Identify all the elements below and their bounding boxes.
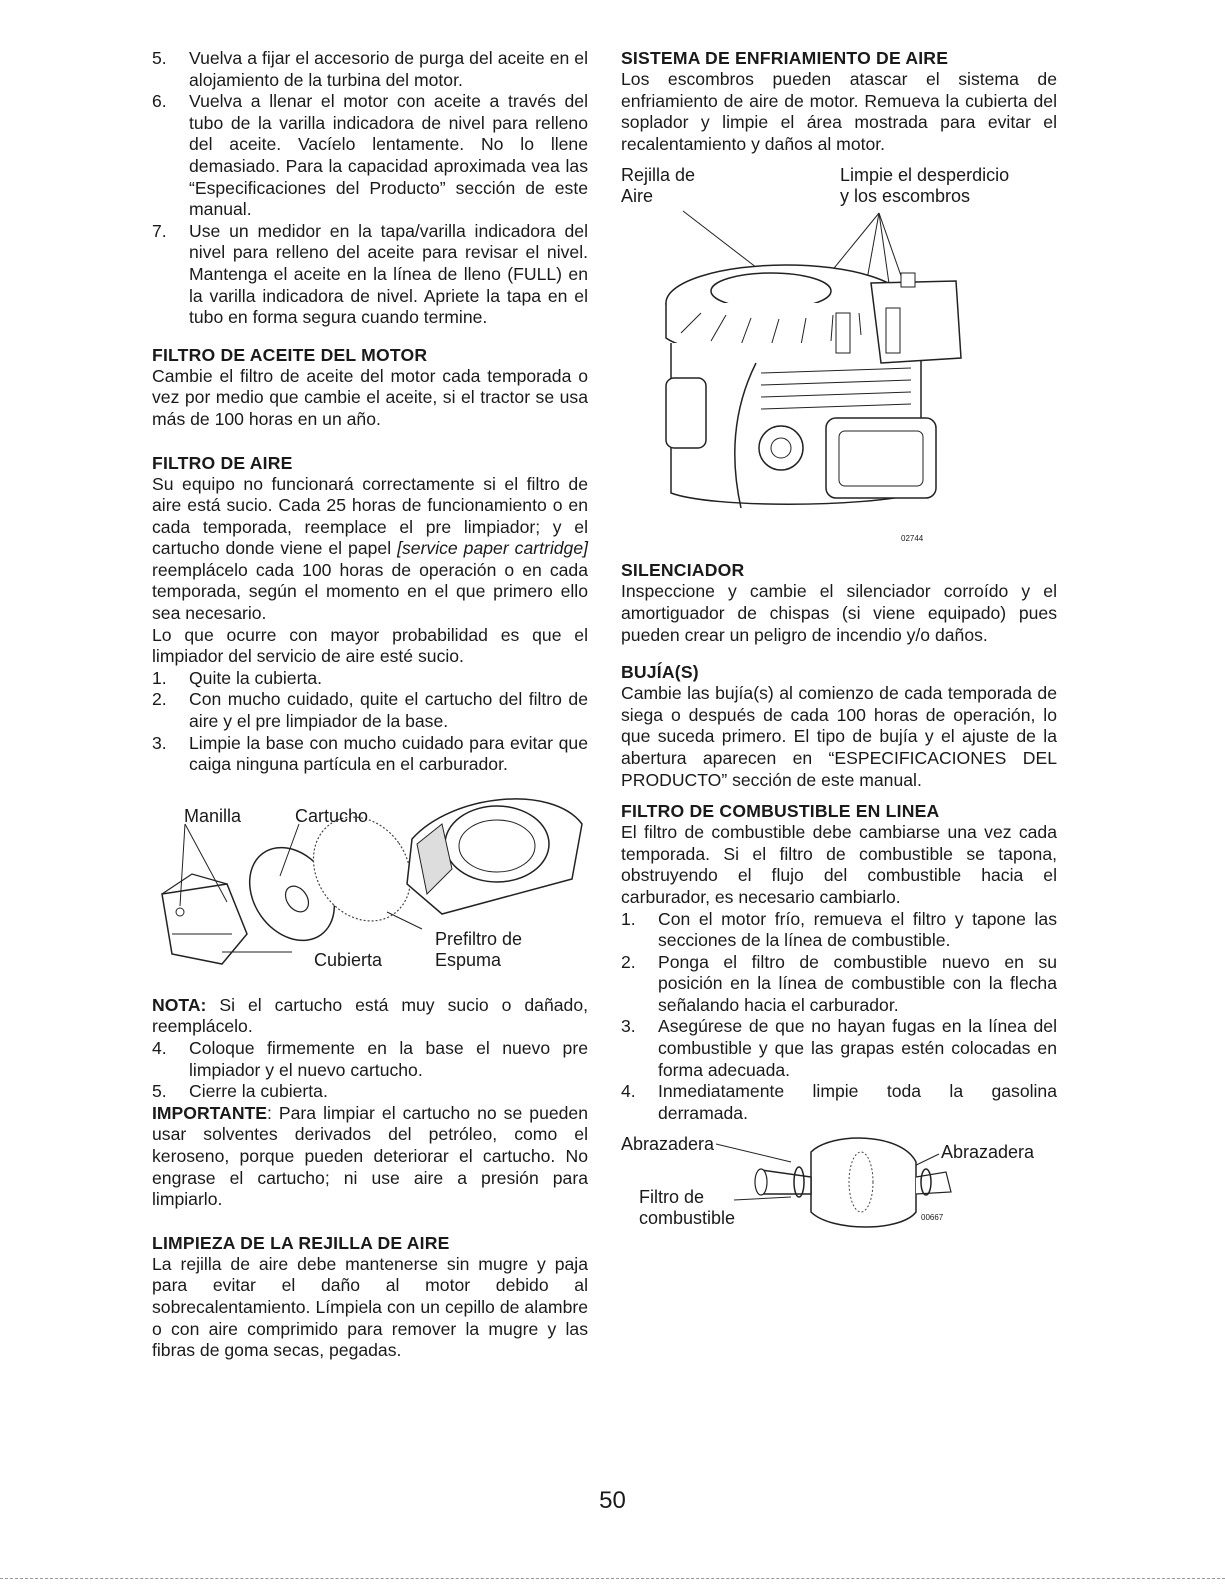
- label-prefiltro: Prefiltro de: [435, 928, 523, 949]
- list-item: 3. Asegúrese de que no hayan fugas en la línea del combustible y que las grapas estén colocadas en forma adecuada.: [621, 1016, 1057, 1080]
- label-limpie: Limpie el desperdicio: [840, 165, 1010, 186]
- label-filtro: Filtro de: [639, 1187, 705, 1208]
- label-abrazadera-right: Abrazadera: [941, 1142, 1035, 1163]
- air-filter-body: Su equipo no funcionará correctamente si el filtro de aire está sucio. Cada 25 horas de funcionamiento o en cada temporada, reemplace el pre limpiador; y el cartucho donde viene el papel [service paper cartridge] reemplácelo cada 100 horas de operación o en cada temporada, según el momento en el que primero ello sea necesario.: [152, 473, 588, 624]
- spark-heading: BUJÍA(S): [621, 662, 699, 683]
- air-filter-steps: [152, 668, 588, 776]
- label-combustible: combustible: [639, 1208, 736, 1229]
- air-filter-heading: FILTRO DE AIRE: [152, 452, 293, 473]
- list-item: 4. Inmediatamente limpie toda la gasolina derramada.: [621, 1081, 1057, 1123]
- list-item: 3. Limpie la base con mucho cuidado para evitar que caiga ninguna partícula en el carburador.: [152, 732, 588, 775]
- fuel-filter-figure: [621, 1132, 1057, 1237]
- list-item: 2. Con mucho cuidado, quite el cartucho del filtro de aire y el pre limpiador de la base.: [152, 689, 588, 732]
- list-item: 1. Con el motor frío, remueva el filtro y tapone las secciones de la línea de combustible.: [621, 908, 1057, 951]
- fuel-heading: FILTRO DE COMBUSTIBLE EN LINEA: [621, 801, 940, 822]
- right-column: [621, 48, 1057, 1237]
- muffler-body: Inspeccione y cambie el silenciador corroído y el amortiguador de chispas (si viene equipado) pues pueden crear un peligro de incendio y/o daños.: [621, 581, 1057, 645]
- muffler-heading: SILENCIADOR: [621, 560, 745, 581]
- air-filter-figure: [152, 784, 588, 989]
- label-espuma: Espuma: [435, 949, 502, 970]
- figure-code: 00667: [921, 1213, 944, 1223]
- oil-filter-heading: FILTRO DE ACEITE DEL MOTOR: [152, 344, 428, 365]
- nota-paragraph: NOTA: Si el cartucho está muy sucio o dañado, reemplácelo.: [152, 994, 588, 1037]
- list-item: 5. Cierre la cubierta.: [152, 1081, 328, 1102]
- fuel-body: El filtro de combustible debe cambiarse una vez cada temporada. Si el filtro de combustible se tapona, obstruyendo el flujo del combustible hacia el carburador, es necesario cambiarlo.: [621, 822, 1057, 907]
- engine-figure: [621, 163, 1057, 548]
- label-cartucho: Cartucho: [295, 805, 369, 826]
- figure-code: 02744: [901, 534, 924, 544]
- list-item: 7. Use un medidor en la tapa/varilla indicadora del nivel para relleno del aceite para revisar el nivel. Mantenga el aceite en la línea de lleno (FULL) en la varilla indicadora de nivel. Apriete la tapa en el tubo en forma segura cuando termine.: [152, 220, 588, 328]
- cooling-heading: SISTEMA DE ENFRIAMIENTO DE AIRE: [621, 48, 949, 68]
- air-filter-body-2: Lo que ocurre con mayor probabilidad es que el limpiador del servicio de aire esté sucio.: [152, 624, 588, 667]
- importante-paragraph: IMPORTANTE: Para limpiar el cartucho no se pueden usar solventes derivados del petróleo, como el keroseno, porque pueden deteriorar el cartucho. No engrase el cartucho; ni use aire a presión para limpiarlo.: [152, 1102, 588, 1210]
- label-rejilla: Rejilla de: [621, 165, 696, 186]
- footer-divider: [0, 1578, 1225, 1579]
- label-abrazadera-left: Abrazadera: [621, 1134, 715, 1155]
- engine-illustration: [621, 163, 1057, 548]
- spark-body: Cambie las bujía(s) al comienzo de cada temporada de siega o después de cada 100 horas de operación, lo que suceda primero. El tipo de bujía y el ajuste de la abertura aparecen en “ESPECIFICACIONES DEL PRODUCTO” sección de este manual.: [621, 683, 1057, 790]
- cooling-body: Los escombros pueden atascar el sistema de enfriamiento de aire de motor. Remueva la cubierta del soplador y limpie el área mostrada para evitar el recalentamiento y daños al motor.: [621, 69, 1057, 154]
- fuel-steps: [621, 909, 1057, 1125]
- label-manilla: Manilla: [184, 805, 242, 826]
- label-aire: Aire: [621, 186, 654, 207]
- list-item: 4. Coloque firmemente en la base el nuevo pre limpiador y el nuevo cartucho.: [152, 1038, 588, 1080]
- page-number: 50: [599, 1487, 626, 1514]
- oil-change-steps: [152, 48, 588, 329]
- air-filter-steps-2: [152, 1038, 588, 1103]
- label-escombros: y los escombros: [840, 186, 971, 207]
- left-column: [152, 48, 588, 1362]
- grill-heading: LIMPIEZA DE LA REJILLA DE AIRE: [152, 1232, 450, 1253]
- oil-filter-body: Cambie el filtro de aceite del motor cada temporada o vez por medio que cambie el aceite, si el tractor se usa más de 100 horas en un año.: [152, 365, 588, 429]
- list-item: 1. Quite la cubierta.: [152, 667, 323, 688]
- grill-body: La rejilla de aire debe mantenerse sin mugre y paja para evitar el daño al motor debido al sobrecalentamiento. Límpiela con un cepillo de alambre o con aire comprimido para remover la mugre y las fibras de goma secas, pegadas.: [152, 1253, 588, 1361]
- label-cubierta: Cubierta: [314, 949, 383, 970]
- list-item: 5. Vuelva a fijar el accesorio de purga del aceite en el alojamiento de la turbina del motor.: [152, 48, 588, 90]
- list-item: 2. Ponga el filtro de combustible nuevo en su posición en la línea de combustible con la flecha señalando hacia el carburador.: [621, 951, 1057, 1015]
- list-item: 6. Vuelva a llenar el motor con aceite a través del tubo de la varilla indicadora de nivel para relleno del aceite. Vacíelo lentamente. No lo llene demasiado. Para la capacidad aproximada vea las “Especificaciones del Producto” sección de este manual.: [152, 91, 588, 220]
